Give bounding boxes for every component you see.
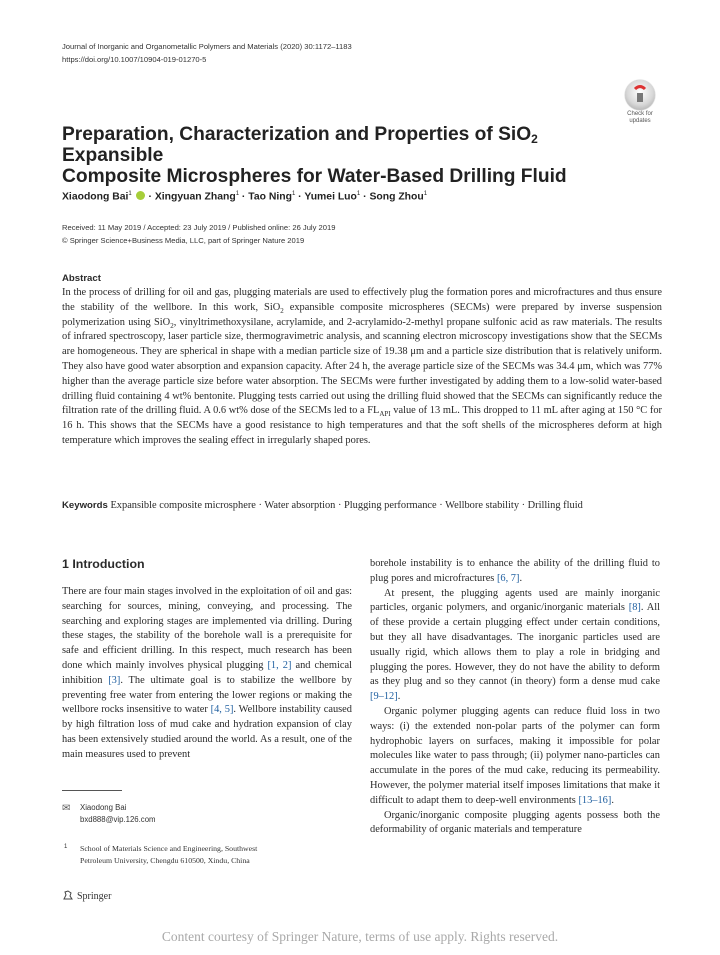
corresponding-email[interactable]: bxd888@vip.126.com (80, 814, 156, 824)
paragraph: borehole instability is to enhance the ability of the drilling fluid to plug pores and microfractures [6, 7]. (370, 558, 660, 584)
author-list: Xiaodong Bai$^1$ · Xingyuan Zhang$^1$ · Tao Ning$^1$ · Yumei Luo$^1$ · Song Zhou$^1$ (62, 191, 428, 203)
affiliation: School of Materials Science and Engineering, Southwest Petroleum University, Chengdu 610500, Xindu, China (80, 844, 258, 865)
author-name[interactable]: Tao Ning (248, 191, 292, 203)
paragraph: There are four main stages involved in the exploitation of oil and gas: searching for sources, mining, conveying, and processing. The searching and exploring stages are implemented via drilling. During these stages, the stability of the borehole wall is a prerequisite for safe and efficient drilling. In this respect, much research has been done which mainly involves physical plugging [1, 2] and chemical inhibition [3]. The ultimate goal is to stabilize the wellbore by preventing free water from entering the lower regions or making the wellbore rocks insensitive to water [4, 5]. Wellbore instability caused by high filtration loss of mud cake and hydration expansion of clay has been extensively studied around the world. As a result, one of the main measures used to prevent (62, 586, 352, 760)
author-name[interactable]: Xiaodong Bai (62, 191, 129, 203)
check-for-updates-icon (625, 80, 655, 110)
doi-link[interactable]: https://doi.org/10.1007/10904-019-01270-5 (62, 55, 207, 64)
author-name[interactable]: Yumei Luo (304, 191, 357, 203)
right-column (370, 557, 660, 838)
citation-link[interactable]: [4, 5] (210, 704, 234, 716)
publisher-name: Springer (77, 891, 112, 902)
keywords-text: Expansible composite microsphere · Water absorption · Plugging performance · Wellbore stability · Drilling fluid (107, 500, 583, 511)
keywords-label: Keywords (62, 500, 108, 511)
journal-header (62, 40, 352, 66)
paper-title: Preparation, Characterization and Properties of SiO$_2$ Expansible Composite Microspheres for Water-Based Drilling Fluid (62, 124, 567, 187)
citation-link[interactable]: [3] (108, 674, 121, 686)
paragraph: At present, the plugging agents used are mainly inorganic particles, organic polymers, and organic/inorganic materials [8]. All of these provide a certain plugging effect under certain conditions, but they all have disadvantages. The inorganic particles used are usually rigid, which allows them to play a role in bridging and plugging the pores. However, they do not have the ability to deform as they plug and so they cannot (in theory) form a dense mud cake [9–12]. (370, 587, 660, 703)
keywords (62, 499, 662, 514)
abstract-heading: Abstract (62, 273, 101, 284)
corresponding-author (80, 802, 156, 825)
citation-link[interactable]: [9–12] (370, 691, 398, 703)
abstract-text: In the process of drilling for oil and gas, plugging materials are used to effectively plug the formation pores and microfractures and thus ensure the stability of the wellbore. In this work, SiO$_2$ expansible composite microspheres (SECMs) were prepared by inverse suspension polymerization using SiO$_2$, vinyltrimethoxysilane, acrylamide, and 2-acrylamido-2-methyl propane sulfonic acid as raw materials. The results of infrared spectroscopy, laser particle size, thermogravimetric analysis, and scanning electron microscopy investigations show that the SECMs are homogeneous. They are spherical in shape with a median particle size of 19.38 μm and a particle size distribution that is relatively uniform. They also have good water absorption and expansion capacity. After 24 h, the average particle size of the SECMs was 34.4 μm, which was 77% higher than the average particle size before water absorption. The SECMs were further investigated by adding them to a low-solid water-based drilling fluid containing 4 wt% bentonite. Plugging tests carried out using the drilling fluid showed that the SECMs can significantly reduce the filtration rate of the drilling fluid. A 0.6 wt% dose of the SECMs led to a $FL_{API}$ value of 13 mL. This dropped to 11 mL after aging at 150 °C for 16 h. This shows that the SECMs have a good resistance to high temperatures and that the soft shells of the microspheres deform at high temperature which improves the sealing effect in irregularly shaped pores. (62, 287, 663, 446)
section-heading-introduction: 1 Introduction (62, 557, 145, 571)
orcid-icon[interactable] (136, 191, 145, 200)
left-column (62, 585, 352, 763)
copyright-watermark: Content courtesy of Springer Nature, terms of use apply. Rights reserved. (161, 929, 559, 944)
publication-dates: Received: 11 May 2019 / Accepted: 23 July 2019 / Published online: 26 July 2019 © Springer Science+Business Media, LLC, part of Springer Nature 2019 (62, 223, 336, 245)
paragraph: Organic/inorganic composite plugging agents possess both the deformability of organic materials and temperature (370, 809, 660, 836)
check-for-updates-label: Check for updates (627, 111, 653, 124)
envelope-icon: ✉ (62, 803, 71, 814)
paragraph: Organic polymer plugging agents can reduce fluid loss in two ways: (i) the extended non-polar parts of the polymer can form hydrophobic layers on surfaces, making it impossible for polar molecules like water to pass through; (ii) polymer nano-particles can accumulate in the pores of the mud cake, reducing its permeability. However, the polymer material itself imposes limitations that make it difficult to adapt them to deep-well environments [13–16]. (370, 705, 660, 806)
affiliation-number: 1 (64, 844, 68, 850)
springer-horse-icon (62, 889, 74, 901)
publisher-logo (62, 889, 111, 902)
citation-link[interactable]: [13–16] (578, 794, 612, 806)
footnote-divider (62, 790, 122, 791)
author-name[interactable]: Xingyuan Zhang (154, 191, 236, 203)
corresponding-name: Xiaodong Bai (80, 803, 127, 812)
author-name[interactable]: Song Zhou (369, 191, 424, 203)
citation-link[interactable]: [6, 7] (496, 572, 520, 584)
journal-citation: Journal of Inorganic and Organometallic Polymers and Materials (2020) 30:1172–1183 (62, 42, 352, 51)
citation-link[interactable]: [1, 2] (267, 659, 292, 671)
citation-link[interactable]: [8] (628, 602, 641, 614)
check-for-updates-badge[interactable] (620, 80, 660, 124)
